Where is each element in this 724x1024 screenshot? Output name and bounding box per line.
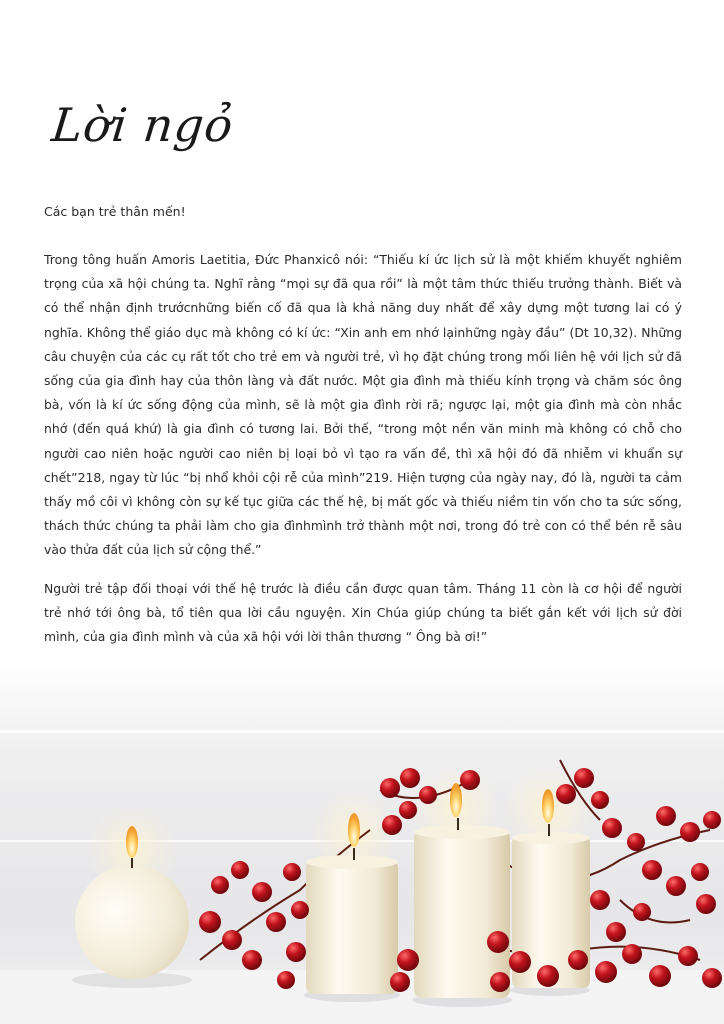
candles-berries-illustration <box>0 660 724 1024</box>
salutation: Các bạn trẻ thân mến! <box>44 204 186 219</box>
paragraph-2: Người trẻ tập đối thoại với thế hệ trước là điều cần được quan tâm. Tháng 11 còn là cơ hội để người trẻ nhớ tới ông bà, tổ tiên qua lời cầu nguyện. Xin Chúa giúp chúng ta biết gắn kết với lịch sử đời mình, của gia đình mình và của xã hội với lời thân thương “ Ông bà ơi!” <box>44 580 682 645</box>
page-title: Lời ngỏ <box>49 98 237 152</box>
paragraph-1: Trong tông huấn Amoris Laetitia, Đức Phanxicô nói: “Thiếu kí ức lịch sử là một khiếm khuyết nghiêm trọng của xã hội chúng ta. Nghĩ rằng “mọi sự đã qua rồi” là một tâm thức thiếu trưởng thành. Biết và có thể nhận định trướcnhững biến cố đã qua là khả năng duy nhất để xây dựng một tương lai có ý nghĩa. Không thể giáo dục mà không có kí ức: “Xin anh em nhớ lạinhững ngày đầu” (Dt 10,32). Những câu chuyện của các cụ rất tốt cho trẻ em và người trẻ, vì họ đặt chúng trong mối liên hệ với lịch sử đã sống của gia đình hay của thôn làng và đất nước. Một gia đình mà thiếu kính trọng và chăm sóc ông bà, vốn là kí ức sống động của mình, sẽ là một gia đình rời rã; ngược lại, một gia đình mà còn nhắc nhớ (đến quá khứ) là gia đình có tương lai. Bởi thế, “trong một nền văn minh mà không có chỗ cho người cao niên hoặc người cao niên bị loại bỏ vì tạo ra vấn đề, thì xã hội đó đã nhiễm vi khuẩn sự chết”218, ngay từ lúc “bị nhổ khỏi cội rễ của mình”219. Hiện tượng của ngày nay, đó là, người ta cảm thấy mồ côi vì không còn sự kế tục giữa các thế hệ, bị mất gốc và thiếu niềm tin vốn cho ta sức sống, thách thức chúng ta phải làm cho gia đìnhmình trở thành một nơi, trong đó trẻ con có thể bén rễ sâu vào thửa đất của lịch sử cộng thể.” <box>44 252 682 558</box>
letter-body <box>44 248 682 663</box>
